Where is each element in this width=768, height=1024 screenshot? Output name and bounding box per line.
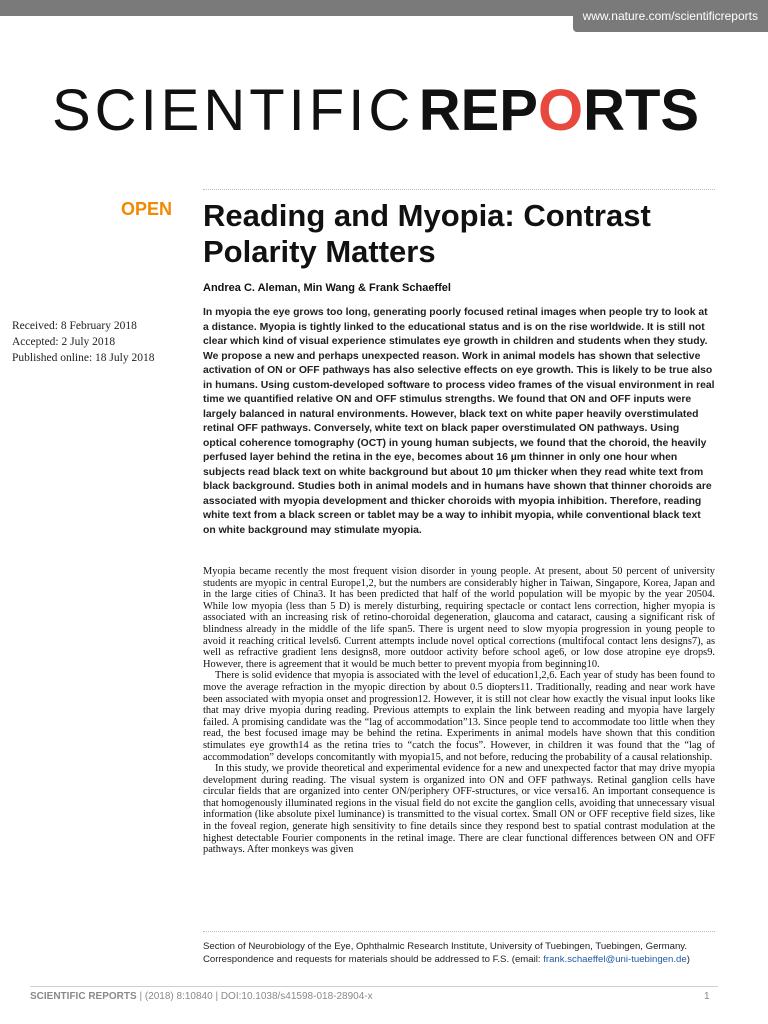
article-title: Reading and Myopia: Contrast Polarity Matters <box>203 198 651 269</box>
correspondence: Correspondence and requests for materials should be addressed to F.S. (email: frank.schaeffel@uni-tuebingen.de) <box>203 954 690 965</box>
masthead-rep: REP <box>418 78 538 143</box>
published-date: Published online: 18 July 2018 <box>12 352 155 364</box>
header-divider <box>203 189 715 190</box>
journal-url[interactable]: www.nature.com/scientificreports <box>573 0 768 32</box>
masthead-rts: RTS <box>583 78 700 143</box>
article-authors: Andrea C. Aleman, Min Wang & Frank Schaeffel <box>203 282 451 294</box>
article-body <box>203 566 715 856</box>
body-paragraph: In this study, we provide theoretical and experimental evidence for a new and unexpected factor that may drive myopia development during reading. The visual system is organized into ON and OFF pathways. Retinal ganglion cells have circular fields that are organized into center ON/periphery OFF-structures, or vice versa16. An important consequence is that homogenously illuminated regions in the visual field do not excite the ganglion cells, avoiding that unnecessary visual information (like absolute pixel luminance) is transmitted to the visual cortex. Small ON or OFF receptive field sizes, like in the foveal region, generate high sensitivity to fine details since they respond best to spatial contrast modulation at the highest detectable Fourier components in the retinal image. There are clear functional differences between ON and OFF pathways. After monkeys was given <box>203 763 715 856</box>
masthead-o-gear: O <box>537 78 584 143</box>
footer-journal: SCIENTIFIC REPORTS <box>30 991 137 1002</box>
article-abstract: In myopia the eye grows too long, generating poorly focused retinal images when people try to look at a distance. Myopia is tightly linked to the educational status and is on the rise worldwide. It is still not clear which kind of visual experience stimulates eye growth in children and students when they study. We propose a new and perhaps unexpected reason. Work in animal models has shown that selective activation of ON or OFF pathways has also selective effects on eye growth. This is likely to be true also in humans. Using custom-developed software to process video frames of the visual environment in real time we quantified relative ON and OFF stimulus strengths. We found that ON and OFF inputs were largely balanced in natural environments. However, black text on white paper heavily overstimulated retinal OFF pathways. Conversely, white text on black paper overstimulated ON pathways. Using optical coherence tomography (OCT) in young human subjects, we found that the choroid, the heavily perfused layer behind the retina in the eye, becomes about 16 µm thinner in only one hour when subjects read black text on white background but about 10 µm thicker when they read white text from black background. Studies both in animal models and in humans have shown that thinner choroids are associated with myopia development and thicker choroids with myopia inhibition. Therefore, reading white text from a black screen or tablet may be a way to inhibit myopia, while conventional black text on white background may stimulate myopia. <box>203 307 715 536</box>
article-dates <box>12 318 154 366</box>
page-number: 1 <box>704 991 710 1002</box>
footnote-divider <box>203 931 715 932</box>
footer-divider <box>30 986 718 987</box>
affiliation-block <box>203 940 723 966</box>
accepted-date: Accepted: 2 July 2018 <box>12 336 116 348</box>
affiliation: Section of Neurobiology of the Eye, Ophthalmic Research Institute, University of Tuebingen, Tuebingen, Germany. <box>203 941 688 952</box>
body-paragraph: Myopia became recently the most frequent vision disorder in young people. At present, about 50 percent of university students are myopic in central Europe1,2, but the numbers are considerably higher in Taiwan, Singapore, Korea, Japan and in the large cities of China3. It has been predicted that half of the world population will be myopic by the year 20504. While low myopia (less than 5 D) is merely disturbing, requiring spectacle or contact lens correction, higher myopia is associated with an increasing risk of retino-choroidal degeneration, glaucoma and cataract, causing a significant risk of blindness already in the middle of the life span5. There is urgent need to slow myopia progression in young people to avoid it reaching critical levels6. Current attempts include novel optical corrections (multifocal contact lens designs7), as well as refractive gradient lens designs8, more outdoor activity before school age6, or low dose atropine eye drops9. However, there is agreement that it would be much better to prevent myopia from beginning10. <box>203 566 715 670</box>
footer-citation: | (2018) 8:10840 | DOI:10.1038/s41598-018-28904-x <box>136 991 373 1002</box>
received-date: Received: 8 February 2018 <box>12 320 137 332</box>
open-access-label: OPEN <box>121 199 173 219</box>
body-paragraph: There is solid evidence that myopia is associated with the level of education1,2,6. Each year of study has been found to move the average refraction in the myopic direction by about 0.5 diopters11. Traditionally, reading and near work have been associated with myopia onset and progression12. However, it is still not clear how exactly the visual input looks like that may drive myopia during reading. Previous attempts to explain the link between reading and myopia have largely failed. A promising candidate was the “lag of accommodation”13. Since people tend to accommodate too little when they read, the best focused image may be behind the retina. Experiments in animal models have shown that this condition stimulates eye growth14 as the retina tries to “catch the focus”. However, in children it was found that the “lag of accommodation” develops concomitantly with myopia15, and not before, reducing the probability of a causal relationship. <box>203 670 715 763</box>
journal-masthead <box>52 78 732 162</box>
masthead-scientific: SCIENTIFIC <box>52 78 415 143</box>
page-footer <box>30 991 373 1002</box>
correspondence-email[interactable]: frank.schaeffel@uni-tuebingen.de <box>543 954 687 965</box>
